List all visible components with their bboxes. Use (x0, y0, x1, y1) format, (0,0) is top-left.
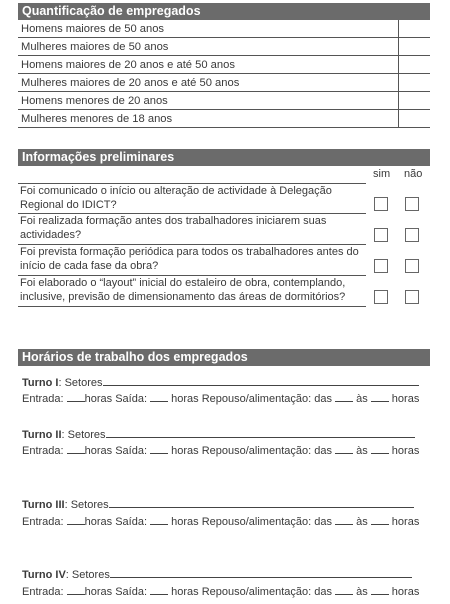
question-line: Foi realizada formação antes dos trabalhadores iniciarem suas (20, 215, 327, 227)
repouso-to-field[interactable] (371, 391, 389, 402)
table-row (18, 74, 430, 92)
turno-setores-row (22, 497, 414, 511)
entrada-field[interactable] (67, 391, 85, 402)
section-header-informacoes: Informações preliminares (18, 149, 430, 166)
table-row (18, 56, 430, 74)
setores-label: : Setores (61, 429, 106, 441)
value-cell-divider (398, 74, 399, 92)
turno-label: Turno I (22, 377, 59, 389)
saida-field[interactable] (150, 391, 168, 402)
setores-field[interactable] (109, 497, 414, 508)
saida-label: horas Saída: (84, 586, 151, 598)
horas-label: horas (388, 445, 420, 457)
entrada-row (22, 443, 419, 457)
entrada-row (22, 391, 419, 405)
question-line: Foi comunicado o início ou alteração de actividade à Delegação (20, 185, 332, 197)
section-header-horarios: Horários de trabalho dos empregados (18, 349, 430, 366)
question-line: Regional do IDICT? (20, 198, 117, 211)
question-text (18, 245, 366, 276)
value-cell-divider (398, 92, 399, 110)
horas-label: horas (388, 393, 420, 405)
question-line: início de cada fase da obra? (20, 259, 159, 272)
repouso-label: horas Repouso/alimentação: das (168, 445, 336, 457)
table-row (18, 110, 430, 128)
row-label: Homens menores de 20 anos (21, 95, 168, 107)
value-cell-divider (398, 38, 399, 56)
repouso-from-field[interactable] (335, 514, 353, 525)
question-row (18, 245, 430, 276)
value-cell-divider (398, 20, 399, 38)
setores-field[interactable] (110, 567, 412, 578)
setores-label: : Setores (65, 569, 110, 581)
saida-field[interactable] (150, 584, 168, 595)
question-row (18, 214, 430, 245)
questions-list (18, 183, 430, 307)
row-label: Mulheres maiores de 20 anos e até 50 anos (21, 77, 240, 89)
quantification-table (18, 20, 430, 128)
sim-checkbox[interactable] (374, 197, 388, 211)
value-cell-divider (398, 110, 399, 128)
sim-checkbox[interactable] (374, 290, 388, 304)
question-row (18, 276, 430, 307)
turno-setores-row (22, 567, 412, 581)
as-label: às (353, 516, 371, 528)
entrada-field[interactable] (67, 514, 85, 525)
question-line: inclusive, previsão de dimensionamento das áreas de dormitórios? (20, 290, 346, 303)
entrada-label: Entrada: (22, 393, 67, 405)
question-line: Foi prevista formação periódica para todos os trabalhadores antes do (20, 246, 359, 258)
column-header-nao: não (404, 168, 423, 180)
question-text (18, 276, 366, 307)
entrada-field[interactable] (67, 443, 85, 454)
turno-setores-row (22, 375, 419, 389)
nao-checkbox[interactable] (405, 290, 419, 304)
repouso-label: horas Repouso/alimentação: das (168, 586, 336, 598)
row-label: Mulheres maiores de 50 anos (21, 41, 169, 53)
repouso-from-field[interactable] (335, 391, 353, 402)
question-text (18, 183, 366, 214)
repouso-label: horas Repouso/alimentação: das (168, 393, 336, 405)
question-text (18, 214, 366, 245)
setores-field[interactable] (106, 427, 415, 438)
saida-field[interactable] (150, 443, 168, 454)
saida-label: horas Saída: (84, 393, 151, 405)
column-header-sim: sim (373, 168, 391, 180)
section-header-quantificacao: Quantificação de empregados (18, 3, 430, 20)
setores-label: : Setores (64, 499, 109, 511)
saida-field[interactable] (150, 514, 168, 525)
nao-checkbox[interactable] (405, 228, 419, 242)
saida-label: horas Saída: (84, 516, 151, 528)
setores-label: : Setores (58, 377, 103, 389)
row-label: Mulheres menores de 18 anos (21, 113, 173, 125)
question-line: Foi elaborado o “layout” inicial do estaleiro de obra, contemplando, (20, 277, 346, 289)
repouso-to-field[interactable] (371, 443, 389, 454)
as-label: às (353, 445, 371, 457)
setores-field[interactable] (103, 375, 419, 386)
horas-label: horas (388, 516, 420, 528)
turno-label: Turno II (22, 429, 62, 441)
nao-checkbox[interactable] (405, 259, 419, 273)
question-row (18, 183, 430, 214)
turno-label: Turno III (22, 499, 65, 511)
row-label: Homens maiores de 50 anos (21, 23, 165, 35)
sim-checkbox[interactable] (374, 259, 388, 273)
turno-label: Turno IV (22, 569, 66, 581)
nao-checkbox[interactable] (405, 197, 419, 211)
entrada-label: Entrada: (22, 516, 67, 528)
repouso-from-field[interactable] (335, 584, 353, 595)
entrada-label: Entrada: (22, 586, 67, 598)
row-label: Homens maiores de 20 anos e até 50 anos (21, 59, 235, 71)
repouso-to-field[interactable] (371, 584, 389, 595)
repouso-to-field[interactable] (371, 514, 389, 525)
entrada-label: Entrada: (22, 445, 67, 457)
as-label: às (353, 393, 371, 405)
entrada-row (22, 514, 419, 528)
table-row (18, 92, 430, 110)
saida-label: horas Saída: (84, 445, 151, 457)
entrada-field[interactable] (67, 584, 85, 595)
entrada-row (22, 584, 419, 598)
table-row (18, 20, 430, 38)
table-row (18, 38, 430, 56)
horas-label: horas (388, 586, 420, 598)
repouso-from-field[interactable] (335, 443, 353, 454)
question-line: actividades? (20, 228, 82, 241)
repouso-label: horas Repouso/alimentação: das (168, 516, 336, 528)
turno-setores-row (22, 427, 415, 441)
value-cell-divider (398, 56, 399, 74)
as-label: às (353, 586, 371, 598)
sim-checkbox[interactable] (374, 228, 388, 242)
